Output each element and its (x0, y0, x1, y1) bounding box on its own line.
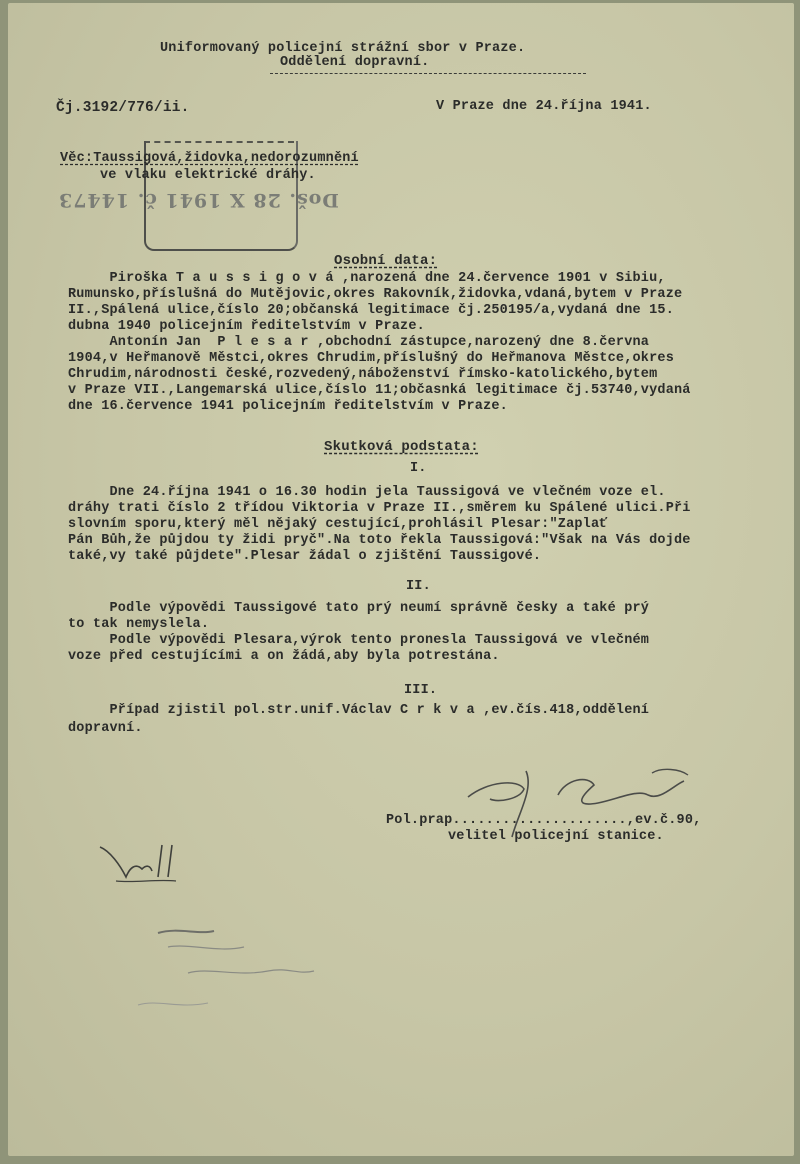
fact-1-line-5: také,vy také půjdete".Plesar žádal o zjištění Taussigové. (68, 549, 542, 564)
fact-1-line-2: dráhy trati číslo 2 třídou Viktoria v Praze II.,směrem ku Spálené ulici.Při (68, 501, 691, 516)
section-numeral-3: III. (404, 683, 438, 698)
fact-2-line-3: Podle výpovědi Plesara,výrok tento pronesla Taussigová ve vlečném (68, 633, 650, 648)
personal-line-7: Chrudim,národnosti české,rozvedený,náboženství římsko-katolického,bytem (68, 367, 658, 382)
stamp-text: Doš. 28 X 1941 č. 14473 (58, 189, 339, 211)
margin-handwritten-note (96, 837, 186, 887)
subject-line-2: ve vlaku elektrické dráhy. (100, 168, 316, 183)
fact-1-line-1: Dne 24.října 1941 o 16.30 hodin jela Taussigová ve vlečném voze el. (68, 485, 666, 500)
personal-line-3: II.,Spálená ulice,číslo 20;občanská legitimace čj.250195/a,vydaná dne 15. (68, 303, 674, 318)
personal-data-heading: Osobní data: (334, 253, 438, 269)
subject-line-1: Věc:Taussigová,židovka,nedorozumnění (60, 151, 359, 166)
facts-heading: Skutková podstata: (324, 439, 479, 455)
section-numeral-1: I. (410, 461, 427, 476)
office-name: Uniformovaný policejní strážní sbor v Praze. (160, 41, 526, 56)
personal-line-8: v Praze VII.,Langemarská ulice,číslo 11;občasnká legitimace čj.53740,vydaná (68, 383, 691, 398)
personal-line-9: dne 16.července 1941 policejním ředitelstvím v Praze. (68, 399, 508, 414)
faint-scribbles (118, 913, 338, 1023)
signature-title: velitel policejní stanice. (448, 829, 664, 844)
fact-1-line-3: slovním sporu,který měl nějaký cestující,prohlásil Plesar:"Zaplať (68, 517, 608, 532)
personal-line-5: Antonín Jan P l e s a r ,obchodní zástupce,narozený dne 8.června (68, 335, 650, 350)
reference-number: Čj.3192/776/ii. (56, 100, 190, 116)
personal-line-2: Rumunsko,příslušná do Mutějovic,okres Rakovník,židovka,vdaná,bytem v Praze (68, 287, 683, 302)
department-name: Oddělení dopravní. (280, 55, 430, 70)
document-page (8, 3, 794, 1156)
header-rule (270, 73, 586, 74)
fact-3-line-1: Případ zjistil pol.str.unif.Václav C r k v a ,ev.čís.418,oddělení (68, 703, 650, 718)
place-date: V Praze dne 24.října 1941. (436, 99, 652, 114)
personal-line-4: dubna 1940 policejním ředitelstvím v Praze. (68, 319, 425, 334)
fact-3-line-2: dopravní. (68, 721, 143, 736)
fact-1-line-4: Pán Bůh,že půjdou ty židi pryč".Na toto řekla Taussigová:"Však na Vás dojde (68, 533, 691, 548)
fact-2-line-2: to tak nemyslela. (68, 617, 210, 632)
personal-line-6: 1904,v Heřmanově Městci,okres Chrudim,příslušný do Heřmanova Městce,okres (68, 351, 674, 366)
signature-line: Pol.prap.....................,ev.č.90, (386, 813, 702, 828)
personal-line-1: Piroška T a u s s i g o v á ,narozená dne 24.července 1901 v Sibiu, (68, 271, 666, 286)
fact-2-line-1: Podle výpovědi Taussigové tato prý neumí správně česky a také prý (68, 601, 650, 616)
section-numeral-2: II. (406, 579, 431, 594)
fact-2-line-4: voze před cestujícími a on žádá,aby byla potrestána. (68, 649, 500, 664)
